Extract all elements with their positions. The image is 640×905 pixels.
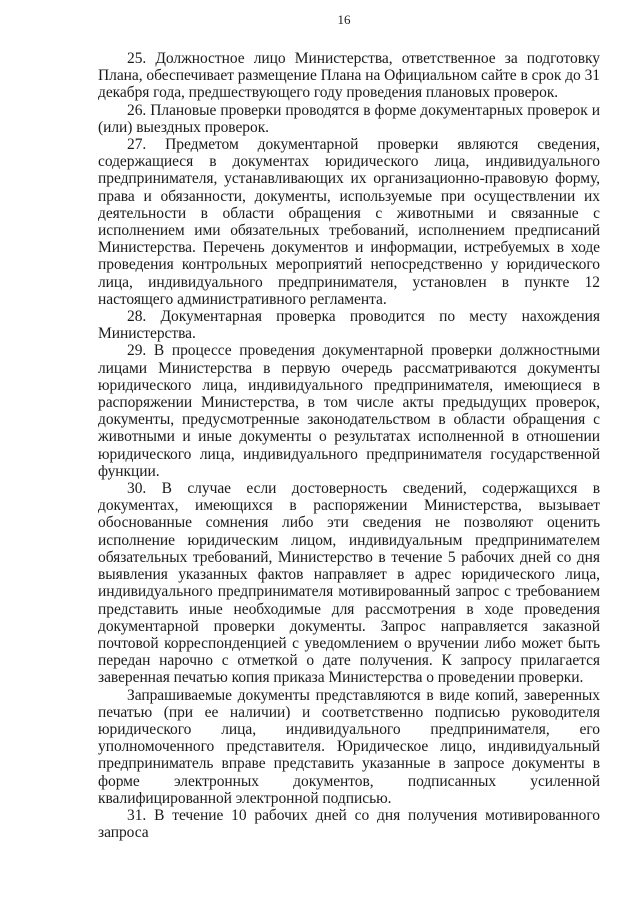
paragraph-27: 27. Предметом документарной проверки являются сведения, содержащиеся в документах юридического лица, индивидуального предпринимателя, устанавливающих их организационно-правовую форму, права и обязанности, документы, используемые при осуществлении их деятельности в области обращения с животными и связанные с исполнением ими обязательных требований, исполнением предписаний Министерства. Перечень документов и информации, истребуемых в ходе проведения контрольных мероприятий непосредственно у юридического лица, индивидуального предпринимателя, установлен в пункте 12 настоящего административного регламента.: [98, 136, 600, 308]
paragraph-30: 30. В случае если достоверность сведений, содержащихся в документах, имеющихся в распоряжении Министерства, вызывает обоснованные сомнения либо эти сведения не позволяют оценить исполнение юридическим лицом, индивидуальным предпринимателем обязательных требований, Министерство в течение 5 рабочих дней со дня выявления указанных фактов направляет в адрес юридического лица, индивидуального предпринимателя мотивированный запрос с требованием представить иные необходимые для рассмотрения в ходе проведения документарной проверки документы. Запрос направляется заказной почтовой корреспонденцией с уведомлением о вручении либо может быть передан нарочно с отметкой о дате получения. К запросу прилагается заверенная печатью копия приказа Министерства о проведении проверки.: [98, 480, 600, 687]
paragraph-29: 29. В процессе проведения документарной проверки должностными лицами Министерства в первую очередь рассматриваются документы юридического лица, индивидуального предпринимателя, имеющиеся в распоряжении Министерства, в том числе акты предыдущих проверок, документы, предусмотренные законодательством в области обращения с животными и иные документы о результатах исполненной в отношении юридического лица, индивидуального предпринимателя государственной функции.: [98, 342, 600, 480]
paragraph-25: 25. Должностное лицо Министерства, ответственное за подготовку Плана, обеспечивает размещение Плана на Официальном сайте в срок до 31 декабря года, предшествующего году проведения плановых проверок.: [98, 50, 600, 102]
page-number: 16: [337, 12, 351, 27]
paragraph-28: 28. Документарная проверка проводится по месту нахождения Министерства.: [98, 308, 600, 343]
paragraph-30-continuation: Запрашиваемые документы представляются в виде копий, заверенных печатью (при ее наличии) и соответственно подписью руководителя юридического лица, индивидуального предпринимателя, его уполномоченного представителя. Юридическое лицо, индивидуальный предприниматель вправе представить указанные в запросе документы в форме электронных документов, подписанных усиленной квалифицированной электронной подписью.: [98, 686, 600, 807]
paragraph-31: 31. В течение 10 рабочих дней со дня получения мотивированного запроса: [98, 806, 600, 842]
paragraph-26: 26. Плановые проверки проводятся в форме документарных проверок и (или) выездных проверок.: [98, 101, 600, 136]
